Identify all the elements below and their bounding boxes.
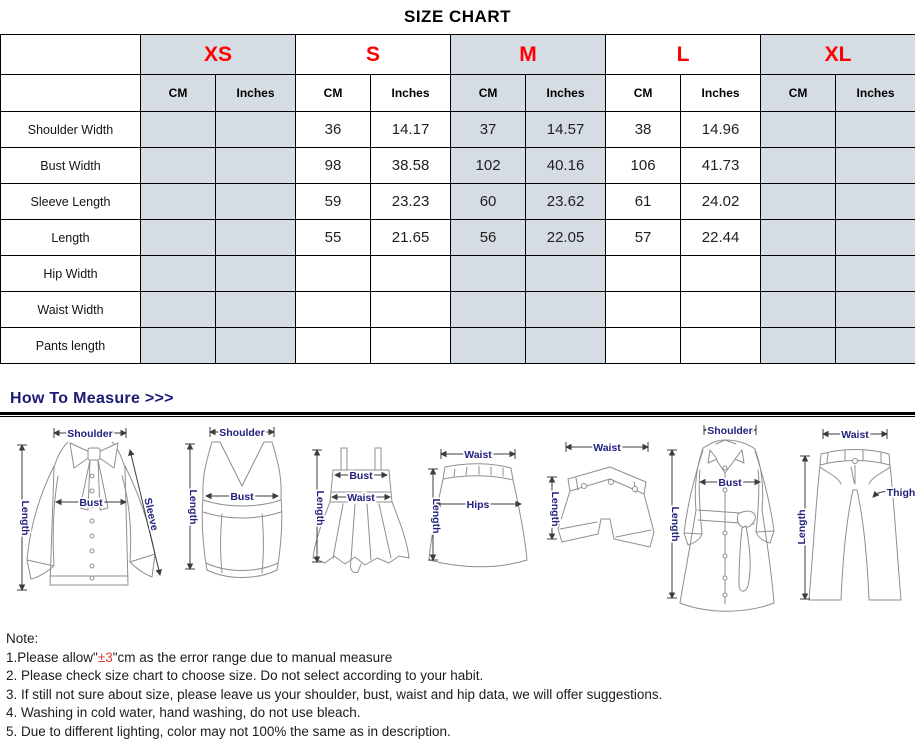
- value-cell: 21.65: [371, 220, 451, 256]
- value-cell: [216, 148, 296, 184]
- value-cell: [681, 256, 761, 292]
- value-cell: [761, 220, 836, 256]
- table-row: [1, 256, 915, 292]
- size-header-m: M: [451, 35, 606, 75]
- value-cell: [371, 328, 451, 364]
- size-header-l: L: [606, 35, 761, 75]
- value-cell: [681, 292, 761, 328]
- value-cell: 36: [296, 112, 371, 148]
- value-cell: [141, 112, 216, 148]
- value-cell: [141, 256, 216, 292]
- value-cell: [216, 112, 296, 148]
- table-row: [1, 292, 915, 328]
- value-cell: [761, 292, 836, 328]
- dress-figure: [303, 420, 421, 620]
- value-cell: [836, 256, 915, 292]
- row-label: Length: [1, 220, 141, 256]
- measure-label-waist: Waist: [464, 449, 492, 461]
- size-header-row: [1, 35, 915, 75]
- measure-label-thigh: Thigh: [886, 487, 915, 499]
- value-cell: [216, 256, 296, 292]
- value-cell: [761, 256, 836, 292]
- value-cell: 102: [451, 148, 526, 184]
- value-cell: 41.73: [681, 148, 761, 184]
- shorts-figure: [538, 427, 658, 612]
- value-cell: [371, 256, 451, 292]
- value-cell: [836, 148, 915, 184]
- value-cell: 59: [296, 184, 371, 220]
- value-cell: 61: [606, 184, 681, 220]
- unit-header: Inches: [836, 75, 915, 112]
- value-cell: 23.23: [371, 184, 451, 220]
- value-cell: [606, 328, 681, 364]
- value-cell: [451, 328, 526, 364]
- value-cell: [216, 184, 296, 220]
- value-cell: 106: [606, 148, 681, 184]
- table-row: [1, 220, 915, 256]
- row-label: Waist Width: [1, 292, 141, 328]
- value-cell: [681, 328, 761, 364]
- note-line-4: 4. Washing in cold water, hand washing, do not use bleach.: [6, 705, 361, 720]
- value-cell: [606, 256, 681, 292]
- value-cell: 56: [451, 220, 526, 256]
- value-cell: [761, 328, 836, 364]
- value-cell: 55: [296, 220, 371, 256]
- how-to-measure-heading: How To Measure >>>: [10, 390, 174, 407]
- value-cell: 38: [606, 112, 681, 148]
- value-cell: [216, 220, 296, 256]
- value-cell: 60: [451, 184, 526, 220]
- measure-label-waist: Waist: [841, 429, 869, 441]
- value-cell: [216, 292, 296, 328]
- unit-header: Inches: [216, 75, 296, 112]
- notes-section: [6, 630, 915, 741]
- skirt-figure: [423, 432, 528, 607]
- value-cell: [296, 256, 371, 292]
- row-label: Shoulder Width: [1, 112, 141, 148]
- value-cell: [761, 112, 836, 148]
- value-cell: [141, 328, 216, 364]
- unit-header: CM: [141, 75, 216, 112]
- note-line-1: 1.Please allow"±3"cm as the error range due to manual measure: [6, 649, 393, 665]
- measure-label-bust: Bust: [79, 497, 103, 509]
- size-header-s: S: [296, 35, 451, 75]
- row-label: Sleeve Length: [1, 184, 141, 220]
- value-cell: 22.05: [526, 220, 606, 256]
- value-cell: [606, 292, 681, 328]
- value-cell: [836, 220, 915, 256]
- measurement-figures: [0, 417, 915, 624]
- value-cell: 22.44: [681, 220, 761, 256]
- measure-label-length: Length: [314, 490, 326, 526]
- value-cell: [141, 292, 216, 328]
- value-cell: [296, 292, 371, 328]
- unit-header: CM: [761, 75, 836, 112]
- row-label: Pants length: [1, 328, 141, 364]
- row-label: Bust Width: [1, 148, 141, 184]
- unit-header: CM: [606, 75, 681, 112]
- unit-header: CM: [296, 75, 371, 112]
- measure-label-shoulder: Shoulder: [67, 428, 113, 440]
- value-cell: [836, 184, 915, 220]
- value-cell: [761, 148, 836, 184]
- measure-label-hips: Hips: [466, 499, 490, 511]
- measure-label-length: Length: [669, 506, 681, 542]
- unit-header: Inches: [681, 75, 761, 112]
- unit-header-row: [1, 75, 915, 112]
- tank-top-figure: [182, 422, 302, 622]
- blouse-figure: [8, 420, 180, 622]
- measure-label-length: Length: [19, 500, 31, 536]
- value-cell: 14.17: [371, 112, 451, 148]
- value-cell: 40.16: [526, 148, 606, 184]
- value-cell: 24.02: [681, 184, 761, 220]
- unit-header: Inches: [371, 75, 451, 112]
- value-cell: [836, 292, 915, 328]
- value-cell: 38.58: [371, 148, 451, 184]
- note-line-3: 3. If still not sure about size, please leave us your shoulder, bust, waist and hip data, we will offer suggestions.: [6, 686, 663, 702]
- measure-label-waist: Waist: [593, 442, 621, 454]
- value-cell: 57: [606, 220, 681, 256]
- corner-cell: [1, 75, 141, 112]
- table-row: [1, 148, 915, 184]
- value-cell: [371, 292, 451, 328]
- size-header-xs: XS: [141, 35, 296, 75]
- corner-cell: [1, 35, 141, 75]
- measure-label-sleeve: Sleeve: [141, 496, 161, 532]
- value-cell: [141, 184, 216, 220]
- value-cell: [296, 328, 371, 364]
- value-cell: 98: [296, 148, 371, 184]
- value-cell: 37: [451, 112, 526, 148]
- measure-label-length: Length: [549, 491, 561, 527]
- note-line-2: 2. Please check size chart to choose size. Do not select according to your habit.: [6, 668, 484, 683]
- value-cell: [836, 112, 915, 148]
- size-header-xl: XL: [761, 35, 915, 75]
- value-cell: 23.62: [526, 184, 606, 220]
- measure-label-waist: Waist: [347, 492, 375, 504]
- value-cell: 14.57: [526, 112, 606, 148]
- table-row: [1, 112, 915, 148]
- note-line-5: 5. Due to different lighting, color may not 100% the same as in description.: [6, 723, 451, 739]
- unit-header: CM: [451, 75, 526, 112]
- error-range-value: ±3: [97, 649, 113, 665]
- value-cell: [526, 292, 606, 328]
- coat-figure: [658, 418, 798, 623]
- notes-heading: Note:: [6, 631, 39, 646]
- measure-label-bust: Bust: [230, 491, 254, 503]
- measure-label-bust: Bust: [718, 477, 742, 489]
- row-label: Hip Width: [1, 256, 141, 292]
- page-title: SIZE CHART: [404, 7, 511, 26]
- size-chart-table: [0, 34, 915, 364]
- measure-label-bust: Bust: [349, 470, 373, 482]
- value-cell: [141, 148, 216, 184]
- pants-figure: [793, 422, 915, 622]
- value-cell: [451, 292, 526, 328]
- measure-label-length: Length: [187, 489, 199, 525]
- unit-header: Inches: [526, 75, 606, 112]
- measure-label-length: Length: [796, 509, 808, 545]
- measure-label-length: Length: [430, 498, 442, 534]
- measure-label-shoulder: Shoulder: [219, 427, 265, 439]
- value-cell: [526, 256, 606, 292]
- measure-label-shoulder: Shoulder: [707, 425, 753, 437]
- value-cell: [451, 256, 526, 292]
- value-cell: [216, 328, 296, 364]
- value-cell: [836, 328, 915, 364]
- value-cell: 14.96: [681, 112, 761, 148]
- table-row: [1, 184, 915, 220]
- table-row: [1, 328, 915, 364]
- value-cell: [141, 220, 216, 256]
- value-cell: [526, 328, 606, 364]
- value-cell: [761, 184, 836, 220]
